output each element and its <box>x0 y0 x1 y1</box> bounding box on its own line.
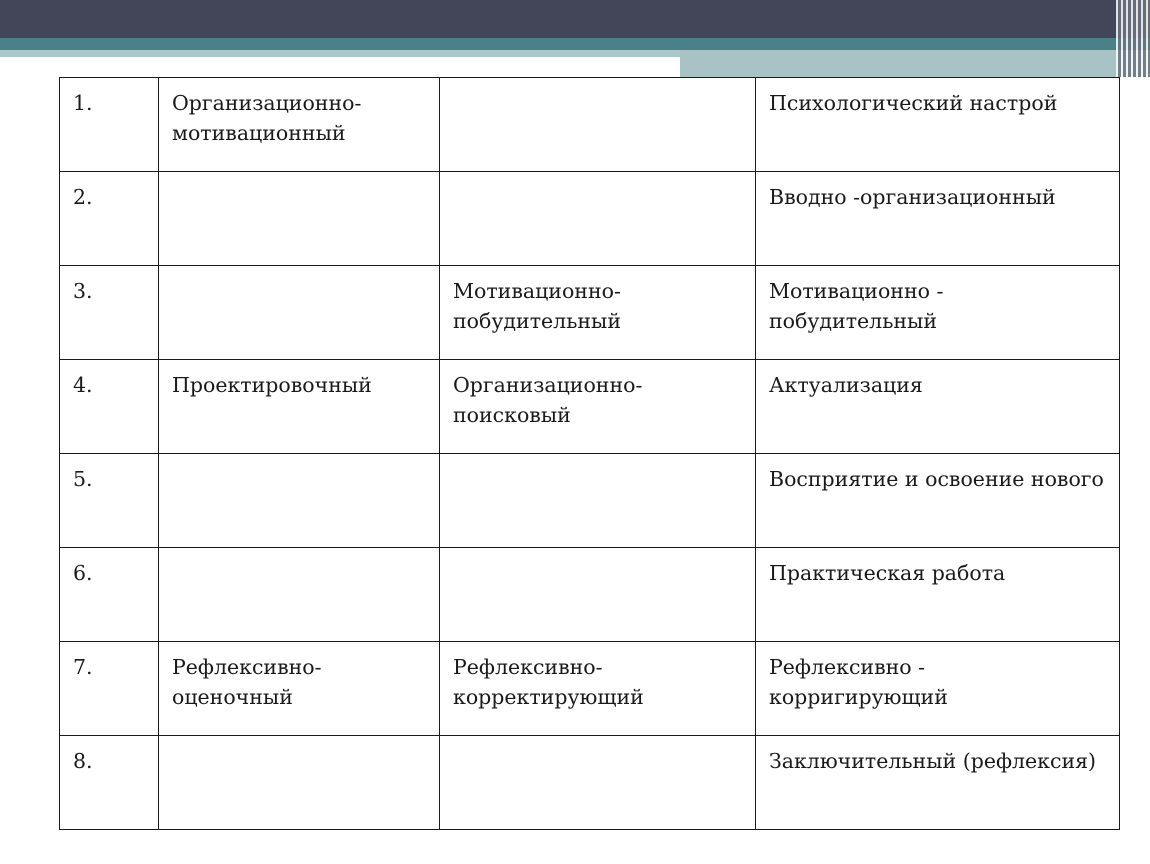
row-number-cell: 1. <box>60 78 159 172</box>
substage-cell <box>440 548 756 642</box>
stage-cell <box>159 736 440 830</box>
step-cell: Практическая работа <box>756 548 1120 642</box>
stage-cell <box>159 454 440 548</box>
header-band-light <box>0 50 680 57</box>
substage-cell <box>440 172 756 266</box>
header-band-teal <box>0 38 1150 50</box>
header-band-dark <box>0 0 1150 38</box>
table-row <box>60 266 1120 360</box>
row-number-cell: 5. <box>60 454 159 548</box>
table-row <box>60 548 1120 642</box>
stage-cell: Рефлексивно-оценочный <box>159 642 440 736</box>
substage-cell: Рефлексивно-корректирующий <box>440 642 756 736</box>
header-tab-light <box>680 50 1150 77</box>
row-number-cell: 6. <box>60 548 159 642</box>
table-row <box>60 360 1120 454</box>
step-cell: Восприятие и освоение нового <box>756 454 1120 548</box>
row-number-cell: 3. <box>60 266 159 360</box>
step-cell: Рефлексивно - корригирующий <box>756 642 1120 736</box>
table-row <box>60 454 1120 548</box>
step-cell: Заключительный (рефлексия) <box>756 736 1120 830</box>
substage-cell <box>440 78 756 172</box>
stage-cell: Проектировочный <box>159 360 440 454</box>
table-row <box>60 736 1120 830</box>
stage-cell <box>159 548 440 642</box>
table-row <box>60 78 1120 172</box>
substage-cell <box>440 736 756 830</box>
stage-cell: Организационно-мотивационный <box>159 78 440 172</box>
step-cell: Вводно -организационный <box>756 172 1120 266</box>
step-cell: Психологический настрой <box>756 78 1120 172</box>
step-cell: Мотивационно - побудительный <box>756 266 1120 360</box>
table-row <box>60 172 1120 266</box>
substage-cell: Мотивационно-побудительный <box>440 266 756 360</box>
row-number-cell: 7. <box>60 642 159 736</box>
row-number-cell: 2. <box>60 172 159 266</box>
substage-cell <box>440 454 756 548</box>
step-cell: Актуализация <box>756 360 1120 454</box>
stage-cell <box>159 172 440 266</box>
substage-cell: Организационно-поисковый <box>440 360 756 454</box>
row-number-cell: 8. <box>60 736 159 830</box>
corner-stripes-decoration <box>1116 0 1150 77</box>
lesson-stages-table <box>59 77 1120 830</box>
row-number-cell: 4. <box>60 360 159 454</box>
stage-cell <box>159 266 440 360</box>
table-row <box>60 642 1120 736</box>
